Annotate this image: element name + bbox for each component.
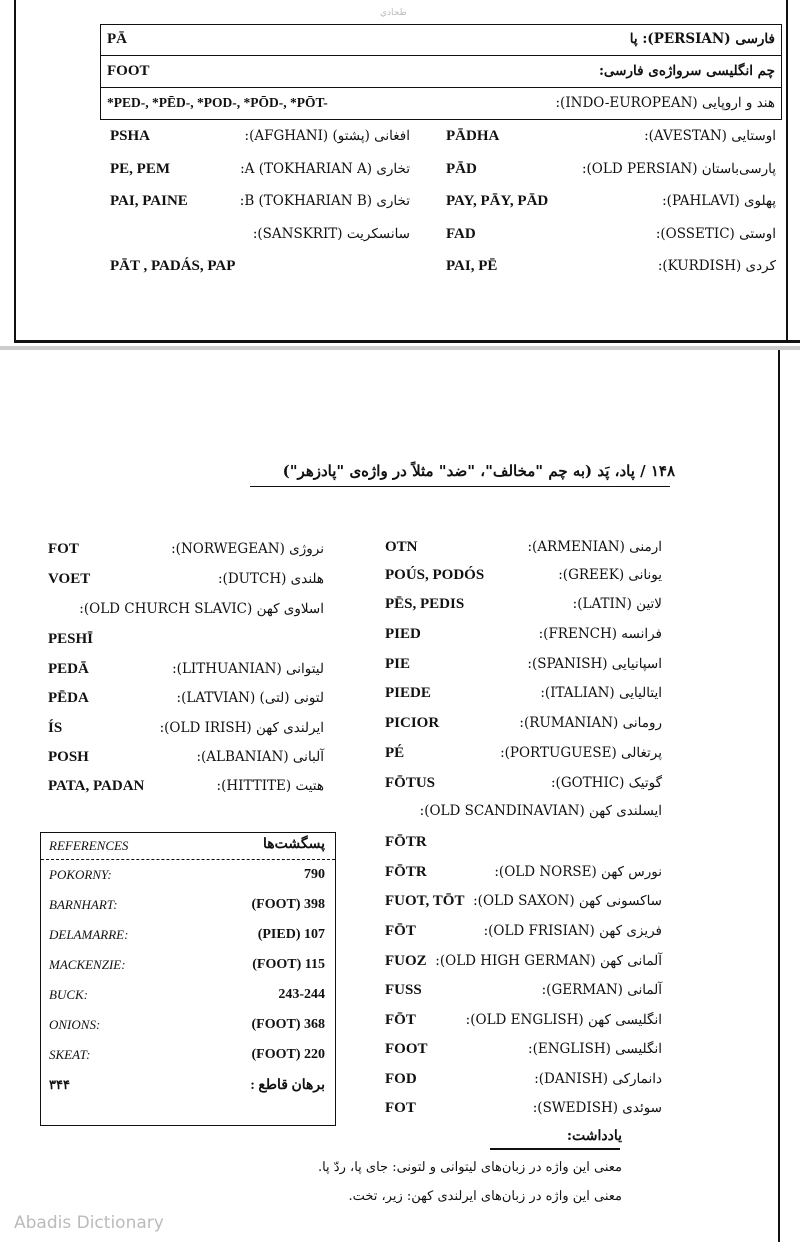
entry-word: PE, PEM [110, 161, 170, 177]
entry-label: ایسلندی کهن (OLD SCANDINAVIAN): [419, 803, 662, 819]
page-right-edge [778, 350, 780, 1242]
entry-word: PSHA [110, 128, 151, 144]
entry-label: آلبانی (ALBANIAN): [196, 749, 324, 765]
entry-word: PAY, PĀY, PĀD [446, 193, 549, 209]
entry-label: انگلیسی (ENGLISH): [528, 1041, 662, 1057]
reference-row [49, 923, 325, 951]
notes-rule [490, 1148, 620, 1150]
reference-value: (FOOT) 220 [251, 1047, 325, 1062]
references-box [40, 832, 336, 1126]
note-line: معنی این واژه در زبان‌های لیتوانی و لتونی: جای پا، ردّ پا. [317, 1160, 622, 1175]
entry-word: FUOZ [385, 953, 427, 969]
references-header [41, 833, 335, 860]
entry-label: نورس کهن (OLD NORSE): [494, 864, 662, 880]
entry-word: FŌTR [385, 864, 427, 880]
entry-label: تخاری B (TOKHARIAN B): [239, 193, 410, 209]
entry-label: هلندی (DUTCH): [217, 571, 324, 587]
entry-label: پارسی‌باستان (OLD PERSIAN): [581, 161, 776, 177]
reference-row [49, 953, 325, 981]
entry-word: ÍS [48, 720, 63, 736]
reference-name: SKEAT: [49, 1047, 91, 1062]
reference-name: DELAMARRE: [49, 927, 129, 942]
entry-word: OTN [385, 539, 418, 555]
entry-word: PĀDHA [446, 128, 500, 144]
note-line: معنی این واژه در زبان‌های ایرلندی کهن: زیر، تخت. [348, 1189, 622, 1204]
entry-label: هتیت (HITTITE): [216, 778, 324, 794]
reference-name: BUCK: [49, 987, 88, 1002]
entry-word: PAI, PĒ [446, 258, 498, 274]
reference-row [49, 893, 325, 921]
reference-name: ONIONS: [49, 1017, 101, 1032]
references-title-en: REFERENCES [49, 838, 129, 853]
top-page-bottom-rule [14, 340, 800, 343]
entry-label: دانمارکی (DANISH): [534, 1071, 662, 1087]
persian-row [101, 25, 781, 56]
entry-label: ساکسونی کهن (OLD SAXON): [473, 893, 662, 909]
entry-label: ارمنی (ARMENIAN): [527, 539, 662, 555]
entry-word: PIED [385, 626, 421, 642]
pie-row [101, 89, 781, 119]
reference-row [49, 863, 325, 891]
reference-value: (FOOT) 368 [251, 1017, 325, 1032]
reference-name: MACKENZIE: [49, 957, 126, 972]
entry-label: پرتغالی (PORTUGUESE): [500, 745, 662, 761]
reference-name: ۳۴۴ [49, 1077, 70, 1092]
entry-label: لیتوانی (LITHUANIAN): [172, 661, 324, 677]
entry-word: PĀD [446, 161, 477, 177]
references-title-fa: پسگشت‌ها [262, 836, 325, 852]
reference-row [49, 983, 325, 1011]
entry-word: FOD [385, 1071, 417, 1087]
page-separator [0, 346, 800, 350]
english-label: چم انگلیسی سرواژه‌ی فارسی: [598, 63, 775, 79]
faint-mark: طحادي [380, 8, 407, 18]
entry-label: تخاری A (TOKHARIAN A): [240, 161, 410, 177]
pie-word: *PED-, *PĒD-, *POD-, *PŌD-, *PŌT- [107, 95, 328, 110]
reference-name: POKORNY: [49, 867, 112, 882]
entry-label: اسلاوی کهن (OLD CHURCH SLAVIC): [79, 601, 324, 617]
entry-label: نروژی (NORWEGEAN): [171, 541, 324, 557]
persian-word: PĀ [107, 31, 127, 47]
entry-word: PĒS, PEDIS [385, 596, 465, 612]
entry-label: ایرلندی کهن (OLD IRISH): [159, 720, 324, 736]
entry-word: PATA, PADAN [48, 778, 145, 794]
entry-label: گوتیک (GOTHIC): [551, 775, 662, 791]
reference-row [49, 1073, 325, 1101]
heading-rule [250, 486, 670, 487]
entry-word: FOT [48, 541, 79, 557]
entry-word: VOET [48, 571, 91, 587]
entry-label: اوستی (OSSETIC): [655, 226, 776, 242]
entry-word: PEDĀ [48, 661, 89, 677]
entry-label: لاتین (LATIN): [572, 596, 662, 612]
entry-label: ایتالیایی (ITALIAN): [540, 685, 662, 701]
reference-value: (FOOT) 398 [251, 897, 325, 912]
entry-label: کردی (KURDISH): [657, 258, 776, 274]
entry-word: PAI, PAINE [110, 193, 188, 209]
reference-value: (PIED) 107 [257, 927, 325, 942]
entry-label: اوستایی (AVESTAN): [644, 128, 776, 144]
entry-word: FUOT, TŌT [385, 893, 465, 909]
entry-label: فرانسه (FRENCH): [538, 626, 662, 642]
english-word: FOOT [107, 63, 150, 79]
entry-label: فریزی کهن (OLD FRISIAN): [483, 923, 662, 939]
entry-word: FAD [446, 226, 476, 242]
entry-label: انگلیسی کهن (OLD ENGLISH): [465, 1012, 662, 1028]
entry-word: FŌTR [385, 834, 427, 850]
entry-label: سانسکریت (SANSKRIT): [252, 226, 410, 242]
entry-word: FŌT [385, 1012, 416, 1028]
entry-label: اسپانیایی (SPANISH): [527, 656, 662, 672]
entry-word: FUSS [385, 982, 422, 998]
reference-value: (FOOT) 115 [252, 957, 325, 972]
top-summary-table [100, 24, 782, 120]
pie-label: هند و اروپایی (INDO-EUROPEAN): [555, 95, 775, 111]
entry-word: POÚS, PODÓS [385, 567, 485, 583]
entry-label: آلمانی (GERMAN): [541, 982, 662, 998]
entry-word: PESHĪ [48, 631, 94, 647]
page-heading: ۱۴۸ / پاد، پَد (به چم "مخالف"، "ضد" مثلاً در واژه‌ی "پادزهر") [282, 462, 675, 480]
entry-word: FŌTUS [385, 775, 436, 791]
entry-label: رومانی (RUMANIAN): [519, 715, 662, 731]
notes-title: یادداشت: [566, 1128, 622, 1144]
entry-label: افغانی (پشتو) (AFGHANI): [244, 128, 410, 144]
reference-row [49, 1013, 325, 1041]
entry-word: FOOT [385, 1041, 428, 1057]
entry-label: آلمانی کهن (OLD HIGH GERMAN): [435, 953, 662, 969]
reference-row [49, 1043, 325, 1071]
reference-name: BARNHART: [49, 897, 118, 912]
entry-word: PÉ [385, 745, 405, 761]
entry-label: پهلوی (PAHLAVI): [662, 193, 776, 209]
reference-value: 243-244 [278, 987, 325, 1002]
entry-word: POSH [48, 749, 89, 765]
reference-value: برهان قاطع : [250, 1078, 325, 1093]
entry-word: PIE [385, 656, 411, 672]
persian-label: فارسی (PERSIAN): پا [629, 31, 775, 47]
entry-word: PĀT , PADÁS, PAP [110, 258, 236, 274]
entry-word: FOT [385, 1100, 416, 1116]
entry-label: یونانی (GREEK): [558, 567, 662, 583]
entry-label: سوئدی (SWEDISH): [532, 1100, 662, 1116]
entry-label: لتونی (لتی) (LATVIAN): [176, 690, 324, 706]
entry-word: FŌT [385, 923, 416, 939]
watermark: Abadis Dictionary [14, 1213, 164, 1233]
entry-word: PICIOR [385, 715, 440, 731]
english-row [101, 57, 781, 88]
entry-word: PĒDA [48, 690, 89, 706]
reference-value: 790 [304, 867, 325, 882]
entry-word: PIEDE [385, 685, 431, 701]
